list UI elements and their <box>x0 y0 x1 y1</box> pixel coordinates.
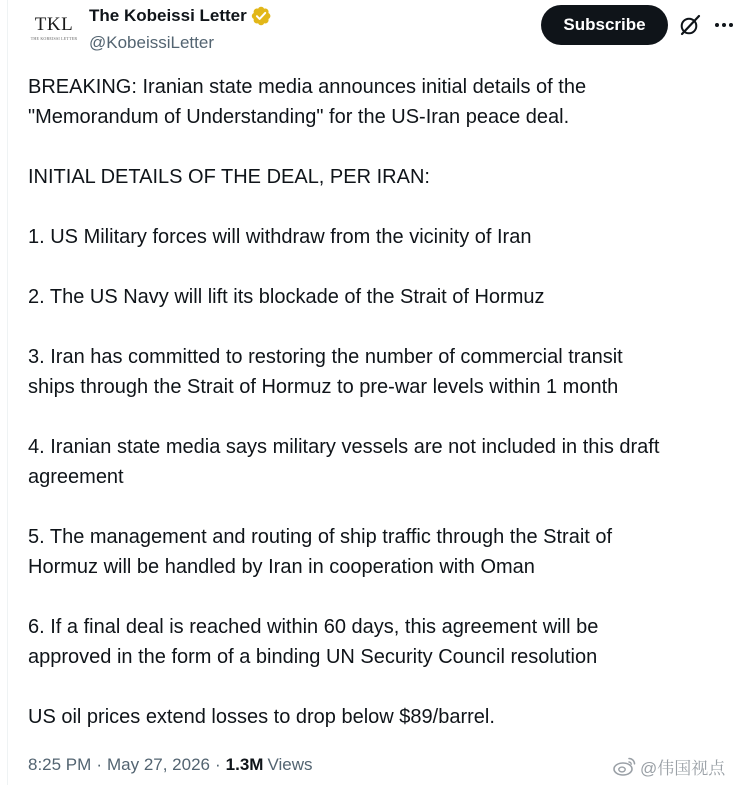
watermark <box>612 754 725 778</box>
tweet-text <box>28 72 728 732</box>
tweet-line: 5. The management and routing of ship traffic through the Strait of <box>28 526 613 548</box>
tweet-line: 1. US Military forces will withdraw from the vicinity of Iran <box>28 226 532 248</box>
watermark-text: @伟国视点 <box>640 758 726 778</box>
more-icon[interactable] <box>712 13 736 37</box>
tweet-line: 3. Iran has committed to restoring the number of commercial transit <box>28 346 623 368</box>
author-block <box>89 5 272 53</box>
author-name[interactable]: The Kobeissi Letter <box>89 6 247 25</box>
author-handle[interactable]: @KobeissiLetter <box>89 33 214 52</box>
tweet-meta <box>28 753 313 777</box>
tweet-line: BREAKING: Iranian state media announces initial details of the <box>28 76 587 98</box>
tweet-line: US oil prices extend losses to drop below $89/barrel. <box>28 706 495 728</box>
weibo-icon <box>612 755 638 777</box>
tweet-date[interactable]: May 27, 2026 <box>106 755 210 774</box>
avatar-logo-text: TKL <box>34 14 74 35</box>
avatar-logo-tagline: THE KOBEISSI LETTER <box>30 36 78 41</box>
tweet-line: 6. If a final deal is reached within 60 days, this agreement will be <box>28 616 599 638</box>
left-divider <box>7 0 8 785</box>
meta-separator: · <box>96 755 102 774</box>
subscribe-button[interactable]: Subscribe <box>541 5 668 45</box>
avatar[interactable] <box>28 8 80 48</box>
views-label[interactable]: Views <box>267 755 313 774</box>
tweet-line: 4. Iranian state media says military vessels are not included in this draft <box>28 436 660 458</box>
tweet-line: approved in the form of a binding UN Security Council resolution <box>28 646 598 668</box>
tweet-time[interactable]: 8:25 PM <box>28 755 92 774</box>
tweet-line: 2. The US Navy will lift its blockade of the Strait of Hormuz <box>28 286 545 308</box>
verified-badge-icon[interactable] <box>250 5 272 27</box>
tweet-line: ships through the Strait of Hormuz to pre-war levels within 1 month <box>28 376 619 398</box>
tweet-line: agreement <box>28 466 124 488</box>
tweet-line: INITIAL DETAILS OF THE DEAL, PER IRAN: <box>28 166 430 188</box>
tweet-line: "Memorandum of Understanding" for the US-Iran peace deal. <box>28 106 570 128</box>
tweet-line: Hormuz will be handled by Iran in cooperation with Oman <box>28 556 535 578</box>
views-count[interactable]: 1.3M <box>225 755 264 774</box>
grok-icon[interactable] <box>678 13 702 37</box>
meta-separator: · <box>215 755 221 774</box>
